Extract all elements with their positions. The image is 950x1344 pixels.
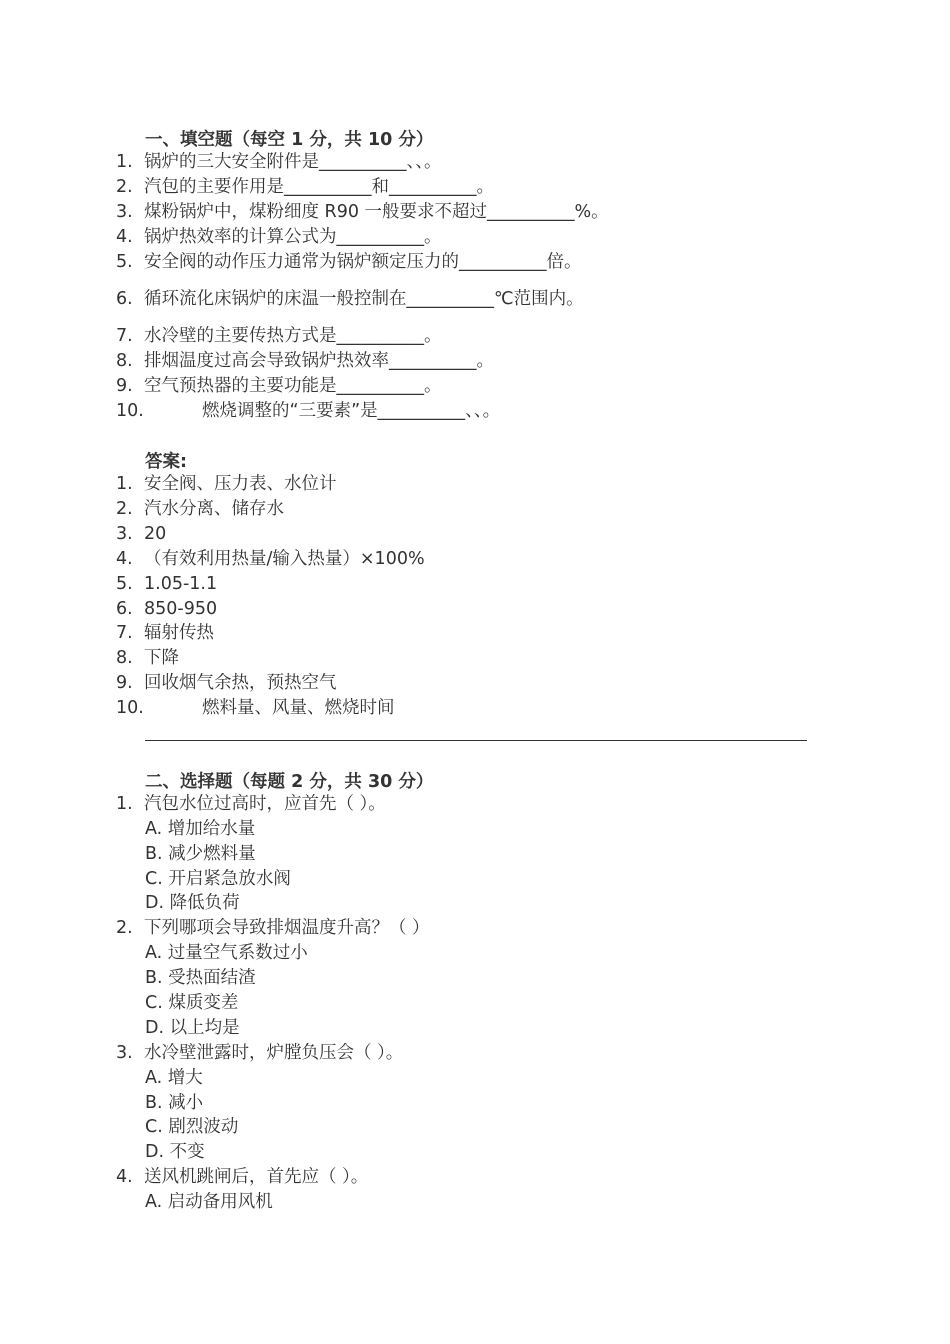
answer-10 [116, 696, 395, 720]
option-2a: A. 过量空气系数过小 [145, 943, 308, 963]
answer-number: 5. [116, 574, 133, 594]
option-2b: B. 受热面结渣 [145, 968, 256, 988]
question-text: 燃烧调整的“三要素”是__________、、。 [202, 401, 501, 421]
question-text: 水冷壁泄露时，炉膛负压会（ ）。 [144, 1043, 404, 1063]
question-number: 1. [116, 794, 133, 814]
section-divider [145, 740, 807, 741]
answer-number: 9. [116, 673, 133, 693]
question-number: 10. [116, 401, 144, 421]
answer-5 [116, 572, 217, 596]
question-text: 锅炉的三大安全附件是__________、、。 [144, 152, 442, 172]
fill-question-2 [116, 175, 494, 199]
option-3c: C. 剧烈波动 [145, 1117, 239, 1137]
option-3a: A. 增大 [145, 1068, 203, 1088]
question-number: 3. [116, 1043, 133, 1063]
question-text: 汽包水位过高时，应首先（ ）。 [144, 794, 386, 814]
choice-question-3 [116, 1041, 403, 1065]
answer-text: 下降 [144, 648, 179, 668]
answer-text: 辐射传热 [144, 623, 214, 643]
option-1d: D. 降低负荷 [145, 893, 240, 913]
question-number: 5. [116, 252, 133, 272]
choice-question-2 [116, 916, 430, 940]
option-3b: B. 减小 [145, 1093, 204, 1113]
answer-7 [116, 621, 214, 645]
fill-question-6 [116, 287, 584, 311]
fill-question-8 [116, 349, 494, 373]
option-4a: A. 启动备用风机 [145, 1192, 273, 1212]
answer-number: 7. [116, 623, 133, 643]
answer-2 [116, 497, 284, 521]
answer-text: 汽水分离、储存水 [144, 499, 284, 519]
answer-9 [116, 671, 337, 695]
section2-title: 二、选择题（每题 2 分，共 30 分） [145, 772, 434, 792]
question-number: 8. [116, 351, 133, 371]
question-number: 4. [116, 227, 133, 247]
question-number: 9. [116, 376, 133, 396]
question-number: 3. [116, 202, 133, 222]
answer-6 [116, 597, 217, 621]
fill-question-9 [116, 374, 442, 398]
answer-4 [116, 547, 425, 571]
answer-text: 燃料量、风量、燃烧时间 [202, 698, 395, 718]
answer-text: 安全阀、压力表、水位计 [144, 474, 337, 494]
fill-question-5 [116, 250, 582, 274]
question-text: 循环流化床锅炉的床温一般控制在__________℃范围内。 [144, 289, 584, 309]
option-2c: C. 煤质变差 [145, 993, 239, 1013]
answer-number: 1. [116, 474, 133, 494]
option-3d: D. 不变 [145, 1142, 205, 1162]
question-number: 6. [116, 289, 133, 309]
answer-1 [116, 472, 337, 496]
answer-text: （有效利用热量/输入热量）×100% [144, 549, 425, 569]
question-text: 空气预热器的主要功能是__________。 [144, 376, 442, 396]
question-number: 7. [116, 326, 133, 346]
question-text: 煤粉锅炉中，煤粉细度 R90 一般要求不超过__________%。 [144, 202, 609, 222]
choice-question-4 [116, 1165, 368, 1189]
question-text: 汽包的主要作用是__________和__________。 [144, 177, 494, 197]
question-number: 4. [116, 1167, 133, 1187]
question-text: 安全阀的动作压力通常为锅炉额定压力的__________倍。 [144, 252, 582, 272]
fill-question-4 [116, 225, 442, 249]
question-number: 2. [116, 177, 133, 197]
answer-text: 1.05-1.1 [144, 574, 218, 594]
question-text: 排烟温度过高会导致锅炉热效率__________。 [144, 351, 494, 371]
answer-number: 2. [116, 499, 133, 519]
answer-number: 8. [116, 648, 133, 668]
answer-number: 4. [116, 549, 133, 569]
answer-text: 850-950 [144, 599, 218, 619]
answer-3 [116, 522, 166, 546]
answer-8 [116, 646, 179, 670]
question-number: 2. [116, 918, 133, 938]
answer-number: 6. [116, 599, 133, 619]
question-text: 下列哪项会导致排烟温度升高？（ ） [144, 918, 430, 938]
question-text: 水冷壁的主要传热方式是__________。 [144, 326, 442, 346]
fill-question-10 [116, 399, 500, 423]
choice-question-1 [116, 792, 386, 816]
option-1c: C. 开启紧急放水阀 [145, 869, 291, 889]
question-text: 锅炉热效率的计算公式为__________。 [144, 227, 442, 247]
option-2d: D. 以上均是 [145, 1018, 240, 1038]
section1-title: 一、填空题（每空 1 分，共 10 分） [145, 130, 434, 150]
question-number: 1. [116, 152, 133, 172]
answer-text: 20 [144, 524, 167, 544]
answers-title: 答案: [145, 452, 187, 472]
option-1a: A. 增加给水量 [145, 819, 256, 839]
answer-number: 3. [116, 524, 133, 544]
fill-question-7 [116, 324, 442, 348]
answer-text: 回收烟气余热，预热空气 [144, 673, 337, 693]
question-text: 送风机跳闸后，首先应（ ）。 [144, 1167, 369, 1187]
fill-question-1 [116, 150, 442, 174]
fill-question-3 [116, 200, 609, 224]
answer-number: 10. [116, 698, 144, 718]
option-1b: B. 减少燃料量 [145, 844, 256, 864]
